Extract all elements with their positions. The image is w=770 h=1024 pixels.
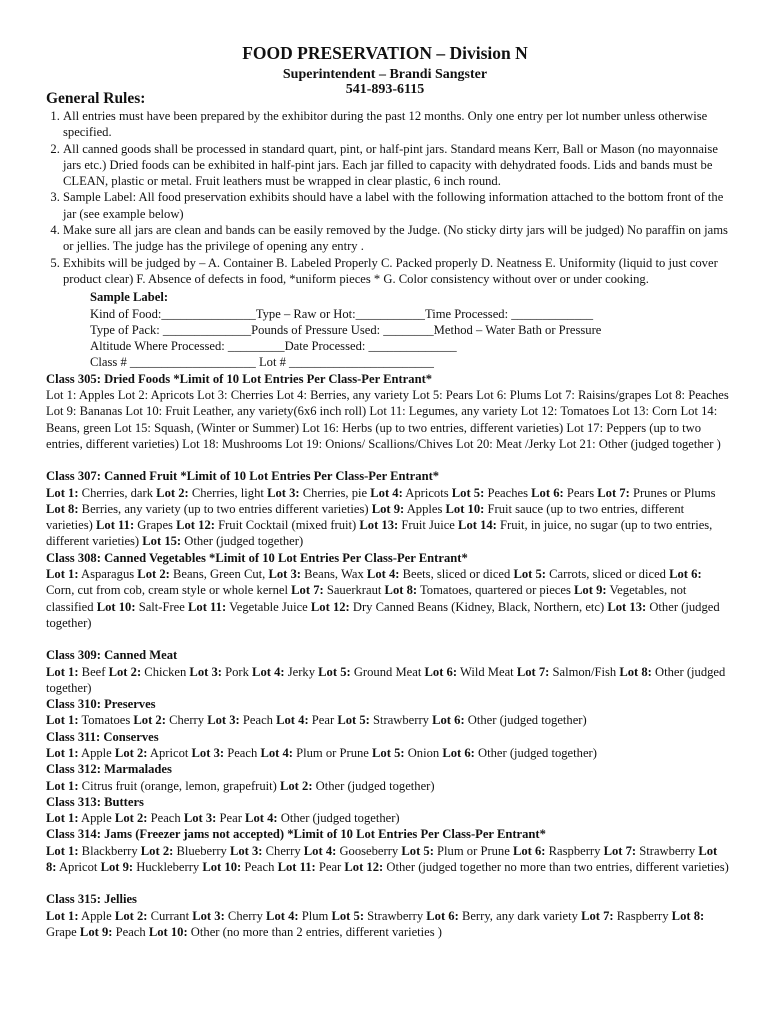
lot-description: Cherries, pie <box>299 485 371 500</box>
class-lots <box>46 566 730 631</box>
lot-number: Lot 12: <box>344 860 384 875</box>
lot-description: Beef <box>78 664 109 679</box>
lot-number: Lot 9: <box>371 501 405 516</box>
lot-number: Lot 6: <box>531 485 564 500</box>
lot-description: Other (judged together no more than two entries, different varieties) <box>383 860 729 875</box>
lot-description: Other (judged together) <box>181 534 304 549</box>
lot-number: Lot 6: <box>426 908 459 923</box>
sample-label-block <box>90 289 730 370</box>
lot-description: Strawberry <box>364 908 427 923</box>
lot-description: Salmon/Fish <box>549 664 620 679</box>
lot-description: Apple <box>78 745 115 760</box>
lot-number: Lot 13: <box>607 599 647 614</box>
lot-number: Lot 10: <box>202 860 242 875</box>
class-section <box>46 826 730 875</box>
lot-description: Fruit Juice <box>398 518 459 533</box>
class-section <box>46 550 730 631</box>
class-lots <box>46 712 730 728</box>
lot-description: Corn, cut from cob, cream style or whole kernel <box>46 583 292 598</box>
lot-number: Lot 5: <box>337 713 370 728</box>
lot-description: Other (no more than 2 entries, different varieties ) <box>187 924 443 939</box>
section-spacer <box>46 875 730 891</box>
class-section <box>46 794 730 827</box>
lot-description: Apple <box>78 908 115 923</box>
lot-number: Lot 1: <box>46 908 79 923</box>
lot-number: Lot 8: <box>46 501 79 516</box>
lot-description: Other (judged together) <box>312 778 435 793</box>
lot-number: Lot 7: <box>581 908 614 923</box>
lot-description: Prunes or Plums <box>629 485 716 500</box>
lot-number: Lot 2: <box>108 664 142 679</box>
lot-number: Lot 1: <box>46 843 79 858</box>
lot-number: Lot 6: <box>512 843 546 858</box>
general-rules-heading: General Rules: <box>46 90 146 107</box>
document-body <box>46 108 730 940</box>
lot-description: Cherry <box>224 908 267 923</box>
lot-number: Lot 3: <box>268 567 301 582</box>
class-lots <box>46 664 730 697</box>
lot-number: Lot 11: <box>188 599 227 614</box>
lot-description: Vegetable Juice <box>226 599 311 614</box>
class-title: Class 309: Canned Meat <box>46 648 178 663</box>
class-title: Class 308: Canned Vegetables *Limit of 10 Lot Entries Per Class-Per Entrant* <box>46 550 468 565</box>
lot-number: Lot 10: <box>445 501 485 516</box>
lot-number: Lot 8: <box>671 908 705 923</box>
lot-description: Other (judged together) <box>474 745 597 760</box>
lot-description: Cherries, dark <box>78 485 157 500</box>
lot-description: Other (judged together) <box>277 811 400 826</box>
lot-description: Other (judged together) <box>46 664 726 695</box>
lot-number: Lot 5: <box>372 745 405 760</box>
lot-description: Apricots <box>402 485 452 500</box>
lot-description: Fruit sauce (up to two entries, different varieties) <box>46 501 685 533</box>
sample-label-line: Altitude Where Processed: _________Date Processed: ______________ <box>90 339 457 354</box>
class-title: Class 310: Preserves <box>46 697 156 712</box>
lot-description: Pear <box>216 811 246 826</box>
lot-number: Lot 8: <box>384 583 418 598</box>
lot-description: Dry Canned Beans (Kidney, Black, Northern, etc) <box>349 599 608 614</box>
lot-description: Blueberry <box>173 843 230 858</box>
lot-number: Lot 3: <box>267 485 300 500</box>
lot-description: Wild Meat <box>457 664 517 679</box>
lot-number: Lot 3: <box>189 664 222 679</box>
class-section <box>46 647 730 696</box>
lot-description: Vegetables, not classified <box>46 583 687 614</box>
lot-description: Pork <box>221 664 253 679</box>
lot-description: Currant <box>147 908 193 923</box>
lot-description: Apples <box>404 501 446 516</box>
rule-item: 3. Sample Label: All food preservation exhibits should have a label with the following information attached to the bottom front of the jar (see example below) <box>63 189 730 222</box>
lot-description: Berries, any variety (up to two entries different varieties) <box>78 501 372 516</box>
lot-number: Lot 2: <box>133 713 166 728</box>
lot-number: Lot 7: <box>597 485 630 500</box>
section-spacer <box>46 631 730 647</box>
lot-description: Tomatoes, quartered or pieces <box>417 583 575 598</box>
lot-description: Other (judged together) <box>464 713 587 728</box>
lot-number: Lot 2: <box>114 908 148 923</box>
lot-description: Gooseberry <box>336 843 402 858</box>
lot-number: Lot 3: <box>183 811 217 826</box>
class-lots <box>46 485 730 550</box>
lot-description: Fruit Cocktail (mixed fruit) <box>214 518 360 533</box>
lot-description: Strawberry <box>636 843 699 858</box>
lot-number: Lot 1: <box>46 485 79 500</box>
lot-description: Peach <box>239 713 277 728</box>
lot-number: Lot 5: <box>513 567 546 582</box>
class-lots <box>46 387 730 452</box>
sample-label-line: Type of Pack: ______________Pounds of Pressure Used: ________Method – Water Bath or Pressure <box>90 322 602 337</box>
lot-number: Lot 7: <box>516 664 550 679</box>
lot-description: Blackberry <box>78 843 141 858</box>
class-lots <box>46 810 730 826</box>
lot-number: Lot 10: <box>148 924 188 939</box>
lot-description: Peaches <box>484 485 532 500</box>
lot-number: Lot 9: <box>100 860 134 875</box>
lot-description: Apricot <box>147 745 192 760</box>
lot-description: Beans, Green Cut, <box>169 567 269 582</box>
lot-description: Grape <box>46 924 80 939</box>
lot-number: Lot 13: <box>359 518 399 533</box>
lot-number: Lot 2: <box>279 778 313 793</box>
class-section <box>46 371 730 452</box>
lot-description: Asparagus <box>78 567 138 582</box>
lot-number: Lot 1: <box>46 713 79 728</box>
lot-description: Sauerkraut <box>323 583 385 598</box>
rule-item: 5. Exhibits will be judged by – A. Container B. Labeled Properly C. Packed properly D. Neatness E. Uniformity (liquid to just cover product clear) F. Absence of defects in food, *uniform pieces * G. Color consistency without over or under cooking. <box>63 255 730 288</box>
lot-number: Lot 6: <box>669 567 702 582</box>
lot-description: Peach <box>112 924 149 939</box>
lot-number: Lot 11: <box>96 518 135 533</box>
lot-number: Lot 3: <box>207 713 240 728</box>
lot-number: Lot 10: <box>96 599 136 614</box>
lot-description: Jerky <box>284 664 319 679</box>
lot-description: Grapes <box>134 518 177 533</box>
superintendent-name: Superintendent – Brandi Sangster <box>282 67 488 82</box>
lot-number: Lot 1: <box>46 745 79 760</box>
lot-number: Lot 14: <box>458 518 497 533</box>
lot-number: Lot 6: <box>424 664 458 679</box>
lot-number: Lot 4: <box>303 843 337 858</box>
lot-description: Tomatoes <box>78 713 134 728</box>
lot-number: Lot 5: <box>318 664 351 679</box>
lot-description: Plum <box>298 908 332 923</box>
lot-number: Lot 4: <box>366 567 400 582</box>
page-title: FOOD PRESERVATION – Division N <box>242 43 528 63</box>
lot-description: Peach <box>224 745 261 760</box>
lot-description: Strawberry <box>369 713 433 728</box>
lot-description: Onion <box>404 745 443 760</box>
lot-number: Lot 3: <box>229 843 263 858</box>
lot-description: Cherry <box>165 713 208 728</box>
lot-number: Lot 7: <box>291 583 324 598</box>
lot-number: Lot 5: <box>331 908 365 923</box>
class-lots <box>46 843 730 876</box>
lot-description: Pears <box>563 485 598 500</box>
lot-number: Lot 6: <box>442 745 475 760</box>
lot-description: Carrots, sliced or diced <box>546 567 670 582</box>
lot-description: Peach <box>147 811 184 826</box>
lot-number: Lot 15: <box>142 534 182 549</box>
lot-description: Plum or Prune <box>292 745 373 760</box>
class-section <box>46 696 730 729</box>
lot-number: Lot 5: <box>451 485 485 500</box>
sample-label-line: Kind of Food:_______________Type – Raw or Hot:___________Time Processed: _____________ <box>90 306 594 321</box>
lot-description: Peach <box>241 860 278 875</box>
lot-number: Lot 11: <box>277 860 316 875</box>
lot-description: Citrus fruit (orange, lemon, grapefruit) <box>78 778 280 793</box>
lot-number: Lot 2: <box>140 843 174 858</box>
lot-number: Lot 6: <box>432 713 465 728</box>
lot-number: Lot 4: <box>276 713 309 728</box>
lot-number: Lot 1: <box>46 811 79 826</box>
lot-number: Lot 4: <box>252 664 285 679</box>
lot-description: Huckleberry <box>133 860 203 875</box>
rule-item: 4. Make sure all jars are clean and bands can be easily removed by the Judge. (No sticky dirty jars will be judged) No paraffin on jams or jellies. The judge has the privilege of opening any entry . <box>63 222 730 255</box>
class-title: Class 312: Marmalades <box>46 762 172 777</box>
lot-description: Pear <box>308 713 338 728</box>
class-section <box>46 761 730 794</box>
lot-description: Salt-Free <box>135 599 189 614</box>
lot-description: Fruit, in juice, no sugar (up to two entries, different varieties) <box>46 518 713 549</box>
lot-description: Pear <box>315 860 345 875</box>
lot-description: Beets, sliced or diced <box>399 567 514 582</box>
lot-description: Raspberry <box>545 843 604 858</box>
lot-number: Lot 8: <box>46 843 718 875</box>
lot-description: Other (judged together) <box>46 599 720 630</box>
lot-description: Berry, any dark variety <box>458 908 582 923</box>
lot-description: Chicken <box>141 664 190 679</box>
class-lots <box>46 778 730 794</box>
lot-number: Lot 8: <box>619 664 652 679</box>
sample-label-heading: Sample Label: <box>90 290 169 305</box>
rule-item: 2. All canned goods shall be processed in standard quart, pint, or half-pint jars. Standard means Kerr, Ball or Mason (no mayonnaise jars etc.) Dried foods can be exhibited in half-pint jars. Each jar filled to capacity with dehydrated foods. Lids and bands must be CLEAN, plastic or metal. Fruit leathers must be wrapped in clear plastic, 6 inch round. <box>63 141 730 190</box>
class-section <box>46 729 730 762</box>
lot-number: Lot 1: <box>46 664 79 679</box>
class-section <box>46 468 730 549</box>
lot-number: Lot 4: <box>370 485 403 500</box>
class-title: Class 315: Jellies <box>46 892 137 907</box>
lot-description: Ground Meat <box>350 664 425 679</box>
lot-description: Plum or Prune <box>433 843 513 858</box>
lot-number: Lot 4: <box>266 908 299 923</box>
section-spacer <box>46 452 730 468</box>
rule-item: 1. All entries must have been prepared by the exhibitor during the past 12 months. Only one entry per lot number unless otherwise specified. <box>63 108 730 141</box>
lot-description: Apricot <box>56 860 101 875</box>
lot-description: Raspberry <box>613 908 672 923</box>
class-title: Class 307: Canned Fruit *Limit of 10 Lot Entries Per Class-Per Entrant* <box>46 469 440 484</box>
lot-description: Beans, Wax <box>301 567 367 582</box>
lot-number: Lot 2: <box>137 567 170 582</box>
class-title: Class 314: Jams (Freezer jams not accepted) *Limit of 10 Lot Entries Per Class-Per Entrant* <box>46 827 546 842</box>
class-lots <box>46 745 730 761</box>
lot-number: Lot 2: <box>114 745 148 760</box>
class-section <box>46 891 730 940</box>
class-title: Class 311: Conserves <box>46 729 159 744</box>
class-lots <box>46 908 730 941</box>
lot-number: Lot 3: <box>191 745 225 760</box>
sample-label-line: Class # ____________________ Lot # _______________________ <box>90 355 434 370</box>
lot-description: Lot 1: Apples Lot 2: Apricots Lot 3: Cherries Lot 4: Berries, any variety Lot 5: Pears Lot 6: Plums Lot 7: Raisins/grapes Lot 8: Peaches Lot 9: Bananas Lot 10: Fruit Leather, any variety(6x6 inch roll) Lot 11: Legumes, any variety Lot 12: Tomatoes Lot 13: Corn Lot 14: Beans, green Lot 15: Squash, (Winter or Summer) Lot 16: Herbs (up to two entries, different varieties) Lot 17: Peppers (up to two entries, different varieties) Lot 18: Mushrooms Lot 19: Onions/ Scallions/Chives Lot 20: Meat /Jerky Lot 21: Other (judged together ) <box>46 388 729 451</box>
lot-description: Apple <box>78 811 115 826</box>
lot-number: Lot 4: <box>260 745 293 760</box>
class-title: Class 313: Butters <box>46 794 144 809</box>
lot-number: Lot 12: <box>176 518 215 533</box>
lot-number: Lot 1: <box>46 567 79 582</box>
lot-number: Lot 2: <box>114 811 148 826</box>
lot-description: Cherries, light <box>188 485 268 500</box>
lot-number: Lot 9: <box>574 583 607 598</box>
lot-number: Lot 2: <box>156 485 189 500</box>
lot-number: Lot 1: <box>46 778 79 793</box>
class-list <box>46 371 730 941</box>
lot-number: Lot 9: <box>79 924 113 939</box>
lot-number: Lot 12: <box>310 599 350 614</box>
lot-number: Lot 5: <box>401 843 434 858</box>
rules-list <box>46 108 730 287</box>
lot-number: Lot 7: <box>603 843 637 858</box>
class-title: Class 305: Dried Foods *Limit of 10 Lot Entries Per Class-Per Entrant* <box>46 371 433 386</box>
superintendent-phone: 541-893-6115 <box>345 82 425 97</box>
lot-description: Cherry <box>262 843 304 858</box>
lot-number: Lot 3: <box>192 908 225 923</box>
lot-number: Lot 4: <box>245 811 278 826</box>
